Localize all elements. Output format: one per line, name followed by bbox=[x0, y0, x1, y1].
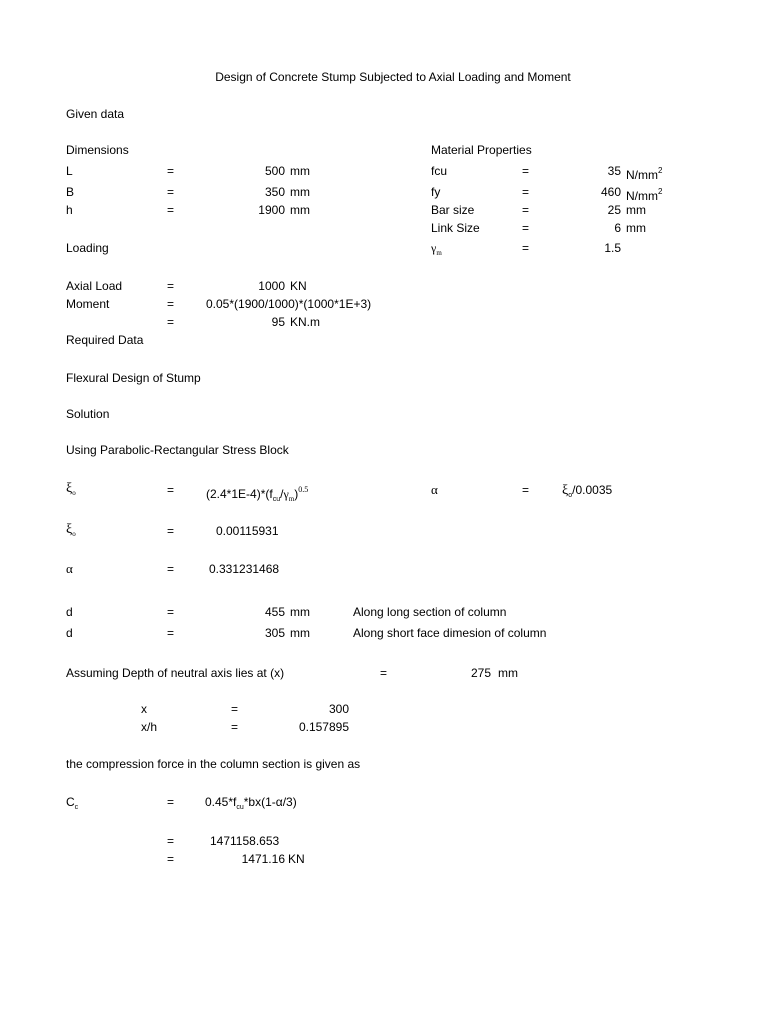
xi-formula-a: (2.4*1E-4)*(f bbox=[206, 487, 273, 501]
fcu-label: fcu bbox=[431, 164, 448, 178]
alpha-value-label: α bbox=[66, 561, 73, 576]
flexural-design-heading: Flexural Design of Stump bbox=[66, 371, 201, 385]
bar-size-unit: mm bbox=[626, 203, 646, 217]
fcu-eq: = bbox=[522, 164, 530, 178]
fcu-unit-sup: 2 bbox=[658, 166, 663, 175]
link-size-value: 6 bbox=[614, 221, 621, 235]
fy-unit-sup: 2 bbox=[658, 187, 663, 196]
bar-size-eq: = bbox=[522, 203, 530, 217]
d-long-value: 455 bbox=[264, 605, 285, 619]
gamma-m-label bbox=[431, 241, 442, 260]
gamma-symbol: γ bbox=[431, 241, 437, 255]
moment-result-value: 95 bbox=[271, 315, 285, 329]
dim-value-L: 500 bbox=[264, 164, 285, 178]
x-value: 300 bbox=[328, 702, 349, 716]
cc-formula-sub: cu bbox=[236, 804, 244, 811]
fy-unit-text: N/mm bbox=[626, 189, 658, 203]
gamma-m-value: 1.5 bbox=[604, 241, 621, 255]
neutral-axis-label: Assuming Depth of neutral axis lies at (x) bbox=[66, 666, 285, 680]
cc-formula-a: 0.45*f bbox=[205, 795, 237, 809]
xi-formula-sup: 0.5 bbox=[298, 485, 309, 494]
alpha-eq: = bbox=[522, 483, 530, 497]
cc-value1-eq: = bbox=[167, 834, 175, 848]
xi-eq: = bbox=[167, 483, 175, 497]
moment-formula: 0.05*(1900/1000)*(1000*1E+3) bbox=[206, 297, 372, 311]
cc-symbol: C bbox=[66, 795, 75, 809]
gamma-m-eq: = bbox=[522, 241, 530, 255]
alpha-value: 0.331231468 bbox=[209, 562, 280, 576]
dim-value-B: 350 bbox=[264, 185, 285, 199]
axial-load-value: 1000 bbox=[258, 279, 285, 293]
cc-value1: 1471158.653 bbox=[210, 834, 280, 848]
moment-eq: = bbox=[167, 297, 175, 311]
given-data-heading: Given data bbox=[66, 107, 125, 121]
cc-formula-b: *bx(1-α/3) bbox=[243, 795, 297, 809]
xi-formula bbox=[206, 483, 308, 507]
xi-formula-b: / bbox=[280, 487, 284, 501]
xi-formula-gamma: γ bbox=[283, 487, 289, 501]
required-data-heading: Required Data bbox=[66, 333, 144, 347]
loading-heading: Loading bbox=[66, 241, 109, 255]
xi-value: 0.00115931 bbox=[216, 524, 279, 538]
d-long-note: Along long section of column bbox=[353, 605, 507, 619]
xi-formula-sub-cu: cu bbox=[272, 496, 281, 503]
stress-block-heading: Using Parabolic-Rectangular Stress Block bbox=[66, 443, 289, 457]
xi-value-symbol: ξ bbox=[66, 522, 73, 537]
gamma-sub: m bbox=[436, 249, 442, 257]
xi-formula-c: ) bbox=[294, 487, 299, 501]
link-size-unit: mm bbox=[626, 221, 646, 235]
compression-text: the compression force in the column section is given as bbox=[66, 757, 361, 771]
neutral-axis-unit: mm bbox=[498, 666, 518, 680]
link-size-eq: = bbox=[522, 221, 530, 235]
cc-formula bbox=[205, 795, 297, 815]
fcu-unit bbox=[626, 164, 662, 182]
dim-label-B: B bbox=[66, 185, 75, 199]
cc-value2-unit: KN bbox=[288, 852, 305, 866]
cc-eq: = bbox=[167, 795, 175, 809]
cc-value2-eq: = bbox=[167, 852, 175, 866]
x-eq: = bbox=[231, 702, 239, 716]
alpha-label: α bbox=[431, 482, 438, 497]
link-size-label: Link Size bbox=[431, 221, 480, 235]
d-short-value: 305 bbox=[264, 626, 285, 640]
fy-label: fy bbox=[431, 185, 441, 199]
xi-value-label bbox=[66, 523, 76, 541]
fcu-unit-text: N/mm bbox=[626, 168, 658, 182]
moment-label: Moment bbox=[66, 297, 110, 311]
axial-load-eq: = bbox=[167, 279, 175, 293]
dim-eq-h: = bbox=[167, 203, 175, 217]
bar-size-label: Bar size bbox=[431, 203, 475, 217]
axial-load-label: Axial Load bbox=[66, 279, 123, 293]
page-title: Design of Concrete Stump Subjected to Axial Loading and Moment bbox=[215, 70, 571, 84]
d-short-unit: mm bbox=[290, 626, 310, 640]
dim-unit-L: mm bbox=[290, 164, 310, 178]
dim-label-h: h bbox=[66, 203, 73, 217]
x-label: x bbox=[141, 702, 147, 716]
xi-formula-sub-m: m bbox=[288, 495, 295, 503]
d-long-label: d bbox=[66, 605, 73, 619]
d-long-eq: = bbox=[167, 605, 175, 619]
dim-value-h: 1900 bbox=[258, 203, 285, 217]
dim-unit-h: mm bbox=[290, 203, 310, 217]
moment-result-eq: = bbox=[167, 315, 175, 329]
dim-unit-B: mm bbox=[290, 185, 310, 199]
d-short-label: d bbox=[66, 626, 73, 640]
d-short-eq: = bbox=[167, 626, 175, 640]
d-long-unit: mm bbox=[290, 605, 310, 619]
alpha-formula bbox=[562, 483, 612, 503]
cc-value2: 1471.16 bbox=[241, 852, 285, 866]
fy-eq: = bbox=[522, 185, 530, 199]
dimensions-heading: Dimensions bbox=[66, 143, 129, 157]
cc-sub: c bbox=[74, 804, 79, 811]
neutral-axis-value: 275 bbox=[470, 666, 491, 680]
xi-sub: o bbox=[72, 489, 76, 497]
alpha-formula-sub: o bbox=[568, 492, 573, 499]
neutral-axis-eq: = bbox=[380, 666, 388, 680]
bar-size-value: 25 bbox=[607, 203, 621, 217]
alpha-formula-rest: /0.0035 bbox=[572, 483, 613, 497]
dim-label-L: L bbox=[66, 164, 73, 178]
d-short-note: Along short face dimesion of column bbox=[353, 626, 547, 640]
xi-value-eq: = bbox=[167, 524, 175, 538]
solution-heading: Solution bbox=[66, 407, 110, 421]
fy-unit bbox=[626, 185, 662, 203]
dim-eq-B: = bbox=[167, 185, 175, 199]
xi-symbol: ξ bbox=[66, 481, 73, 496]
cc-label bbox=[66, 795, 78, 815]
xh-label: x/h bbox=[141, 720, 158, 734]
alpha-formula-xi: ξ bbox=[562, 483, 569, 498]
fy-value: 460 bbox=[600, 185, 621, 199]
xi-value-sub: o bbox=[72, 530, 76, 538]
moment-result-unit: KN.m bbox=[290, 315, 320, 329]
alpha-value-eq: = bbox=[167, 562, 175, 576]
xh-value: 0.157895 bbox=[298, 720, 349, 734]
xi-label bbox=[66, 482, 76, 500]
material-heading: Material Properties bbox=[431, 143, 532, 157]
fcu-value: 35 bbox=[607, 164, 621, 178]
axial-load-unit: KN bbox=[290, 279, 307, 293]
xh-eq: = bbox=[231, 720, 239, 734]
dim-eq-L: = bbox=[167, 164, 175, 178]
